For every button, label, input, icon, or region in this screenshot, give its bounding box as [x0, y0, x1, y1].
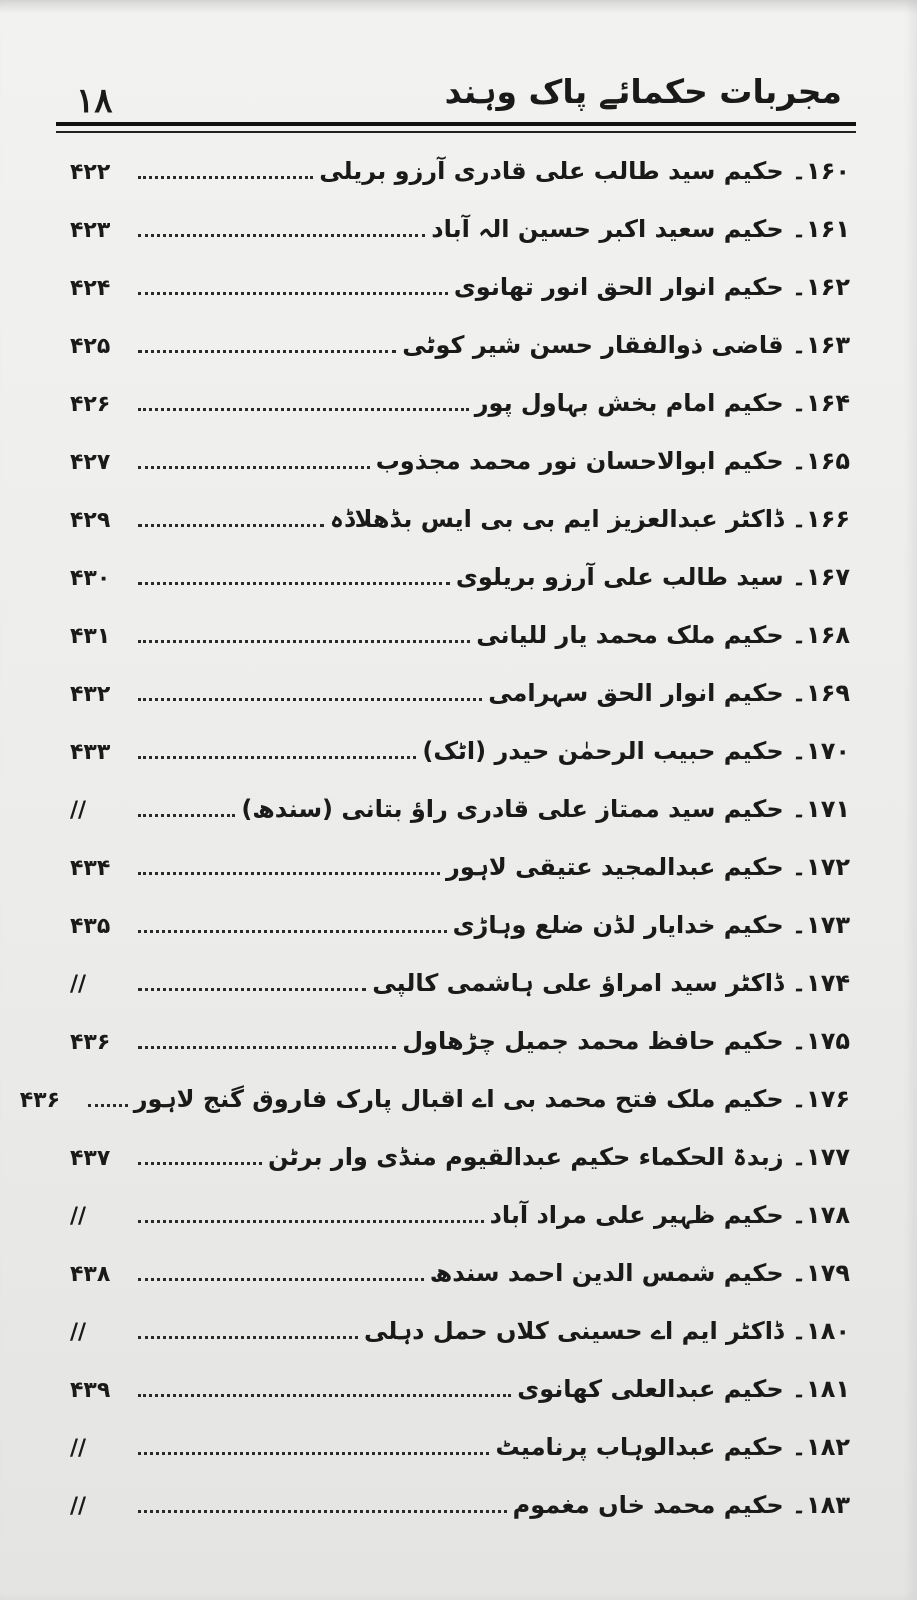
page-shadow	[0, 0, 917, 14]
dot-leader	[138, 1220, 484, 1223]
toc-entry-title: ۱۶۹۔ حکیم انوار الحق سہرامی	[488, 679, 850, 708]
toc-entry	[70, 1238, 850, 1296]
toc-entry-page: ۴۲۲	[70, 159, 111, 185]
page-number: ۱۸	[76, 81, 113, 121]
toc-entry-page: ۴۲۵	[70, 333, 111, 359]
toc-entry-page: ۴۲۶	[70, 391, 111, 417]
toc-entry-title: ۱۷۴۔ ڈاکٹر سید امراؤ علی ہاشمی کالپی	[372, 969, 850, 998]
toc-entry-title: ۱۷۳۔ حکیم خدایار لڈن ضلع وہاڑی	[452, 911, 850, 940]
toc-entry	[70, 542, 850, 600]
toc-entry-page: ۴۳۰	[70, 565, 111, 591]
table-of-contents	[19, 136, 850, 1528]
toc-entry	[19, 1064, 850, 1122]
toc-entry-title: ۱۷۰۔ حکیم حبیب الرحمٰن حیدر (اٹک)	[422, 737, 850, 766]
toc-entry-title: ۱۶۸۔ حکیم ملک محمد یار للیانی	[476, 621, 850, 650]
dot-leader	[138, 1162, 262, 1165]
dot-leader	[138, 524, 324, 527]
toc-entry	[70, 890, 850, 948]
toc-entry-title: ۱۸۳۔ حکیم محمد خاں مغموم	[512, 1491, 850, 1520]
toc-entry-page: ۴۳۷	[70, 1145, 111, 1171]
toc-entry-page: ۴۳۸	[70, 1261, 111, 1287]
toc-entry-page: ۴۲۴	[70, 275, 111, 301]
toc-entry-title: ۱۶۳۔ قاضی ذوالفقار حسن شیر کوٹی	[402, 331, 850, 360]
toc-entry-title: ۱۶۵۔ حکیم ابوالاحسان نور محمد مجذوب	[375, 447, 850, 476]
toc-entry	[70, 252, 850, 310]
toc-entry	[70, 600, 850, 658]
toc-entry-page: ۴۲۹	[70, 507, 111, 533]
toc-entry-page: ۴۲۳	[70, 217, 111, 243]
toc-entry	[70, 1122, 850, 1180]
toc-entry-title: ۱۸۲۔ حکیم عبدالوہاب پرنامیٹ	[495, 1433, 850, 1462]
toc-entry	[70, 1180, 850, 1238]
dot-leader	[88, 1104, 128, 1107]
toc-entry	[70, 948, 850, 1006]
toc-entry-title: ۱۸۱۔ حکیم عبدالعلی کھانوی	[517, 1375, 850, 1404]
toc-entry-title: ۱۷۱۔ حکیم سید ممتاز علی قادری راؤ بتانی (سندھ)	[241, 795, 850, 824]
toc-entry	[70, 310, 850, 368]
dot-leader	[138, 640, 470, 643]
dot-leader	[138, 814, 235, 817]
dot-leader	[138, 234, 425, 237]
dot-leader	[138, 408, 469, 411]
toc-entry	[70, 1470, 850, 1528]
toc-entry-page: ۴۳۶	[19, 1087, 61, 1113]
toc-entry	[70, 1412, 850, 1470]
toc-entry-title: ۱۸۰۔ ڈاکٹر ایم اے حسینی کلاں حمل دہلی	[364, 1317, 850, 1346]
dot-leader	[138, 176, 313, 179]
toc-entry	[70, 1354, 850, 1412]
toc-entry-title: ۱۶۰۔ حکیم سید طالب علی قادری آرزو بریلی	[319, 157, 850, 186]
dot-leader	[138, 756, 416, 759]
dot-leader	[138, 988, 366, 991]
toc-entry	[70, 832, 850, 890]
toc-entry-page: //	[70, 1493, 87, 1519]
dot-leader	[138, 698, 482, 701]
toc-entry-page: ۴۳۲	[70, 681, 111, 707]
toc-entry-title: ۱۷۷۔ زبدۃ الحکماء حکیم عبدالقیوم منڈی وار برٹن	[267, 1143, 850, 1172]
dot-leader	[138, 466, 370, 469]
dot-leader	[138, 930, 447, 933]
toc-entry-page: ۴۲۷	[70, 449, 111, 475]
header-rule	[56, 122, 856, 126]
toc-entry-title: ۱۷۲۔ حکیم عبدالمجید عتیقی لاہور	[446, 853, 850, 882]
toc-entry-page: ۴۳۱	[70, 623, 111, 649]
toc-entry-title: ۱۷۹۔ حکیم شمس الدین احمد سندھ	[429, 1259, 850, 1288]
toc-entry	[70, 774, 850, 832]
toc-entry-page: //	[70, 971, 87, 997]
dot-leader	[138, 1336, 358, 1339]
toc-entry	[70, 658, 850, 716]
dot-leader	[138, 1278, 424, 1281]
dot-leader	[138, 582, 450, 585]
dot-leader	[138, 1046, 396, 1049]
dot-leader	[138, 350, 396, 353]
toc-entry	[70, 1006, 850, 1064]
toc-entry-title: ۱۶۶۔ ڈاکٹر عبدالعزیز ایم بی بی ایس بڈھلاڈہ	[329, 505, 850, 534]
toc-entry	[70, 716, 850, 774]
toc-entry-page: //	[70, 1435, 87, 1461]
toc-entry-title: ۱۶۷۔ سید طالب علی آرزو بریلوی	[455, 563, 850, 592]
dot-leader	[138, 1452, 489, 1455]
toc-entry	[70, 136, 850, 194]
toc-entry-page: ۴۳۵	[70, 913, 111, 939]
dot-leader	[138, 872, 440, 875]
toc-entry-title: ۱۷۶۔ حکیم ملک فتح محمد بی اے اقبال پارک فاروق گنج لاہور	[133, 1085, 850, 1114]
running-title: مجربات حکمائے پاک وہند	[444, 72, 842, 111]
toc-entry	[70, 1296, 850, 1354]
toc-entry-title: ۱۷۸۔ حکیم ظہیر علی مراد آباد	[489, 1201, 850, 1230]
dot-leader	[138, 292, 448, 295]
dot-leader	[138, 1394, 511, 1397]
toc-entry-page: //	[70, 797, 87, 823]
toc-entry-page: ۴۳۶	[70, 1029, 111, 1055]
toc-entry-page: ۴۳۴	[70, 855, 111, 881]
toc-entry-page: //	[70, 1319, 87, 1345]
toc-entry-page: ۴۳۳	[70, 739, 111, 765]
toc-entry-page: ۴۳۹	[70, 1377, 111, 1403]
toc-entry-title: ۱۶۱۔ حکیم سعید اکبر حسین الہ آباد	[431, 215, 850, 244]
toc-entry	[70, 368, 850, 426]
dot-leader	[138, 1510, 507, 1513]
toc-entry	[70, 484, 850, 542]
toc-entry	[70, 426, 850, 484]
toc-entry-title: ۱۶۴۔ حکیم امام بخش بہاول پور	[474, 389, 850, 418]
header-rule-thin	[56, 131, 856, 133]
toc-entry-title: ۱۷۵۔ حکیم حافظ محمد جمیل چڑھاول	[402, 1027, 850, 1056]
toc-entry-page: //	[70, 1203, 87, 1229]
toc-entry	[70, 194, 850, 252]
toc-entry-title: ۱۶۲۔ حکیم انوار الحق انور تھانوی	[453, 273, 850, 302]
